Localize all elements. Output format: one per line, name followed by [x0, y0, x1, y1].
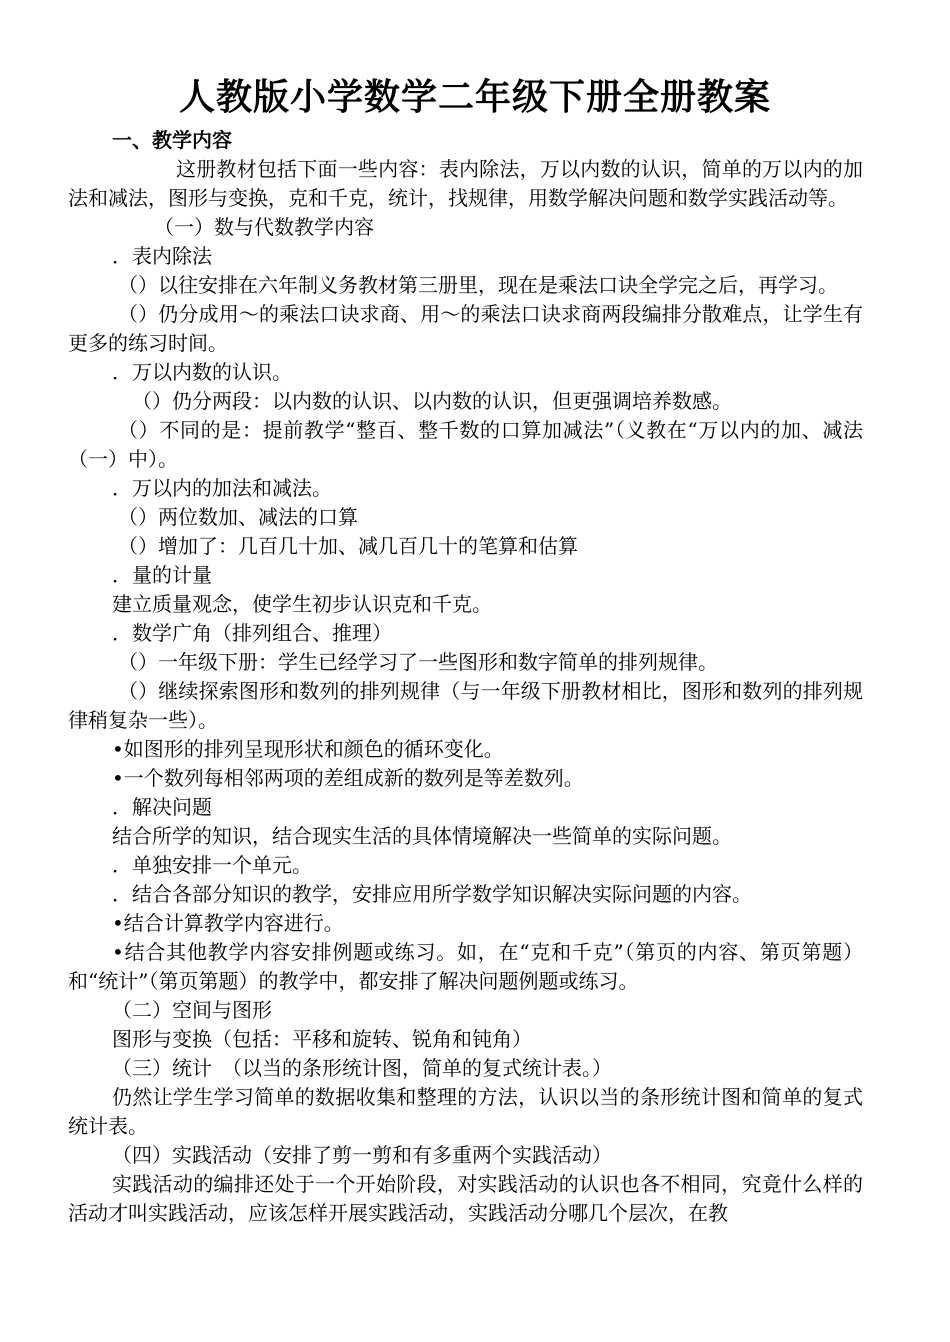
paragraph: ．单独安排一个单元。	[112, 853, 312, 877]
paragraph: （三）统计 （以当的条形统计图，简单的复式统计表。）	[112, 1056, 612, 1080]
paragraph: （）不同的是：提前教学“整百、整千数的口算加减法”（义教在“万以内的加、减法（一）中）。	[68, 418, 863, 471]
paragraph: （四）实践活动（安排了剪一剪和有多重两个实践活动）	[112, 1143, 612, 1167]
paragraph: （）以往安排在六年制义务教材第三册里，现在是乘法口诀全学完之后，再学习。	[118, 273, 838, 297]
paragraph: ．万以内数的认识。	[112, 360, 292, 384]
paragraph: 这册教材包括下面一些内容：表内除法，万以内数的认识，简单的万以内的加法和减法，图形与变换，克和千克，统计，找规律，用数学解决问题和数学实践活动等。	[68, 157, 863, 210]
paragraph: （）两位数加、减法的口算	[118, 505, 358, 529]
paragraph: 建立质量观念，使学生初步认识克和千克。	[112, 592, 492, 616]
paragraph: ．解决问题	[112, 795, 212, 819]
paragraph: （）仍分成用～的乘法口诀求商、用～的乘法口诀求商两段编排分散难点，让学生有更多的练习时间。	[68, 302, 863, 355]
paragraph: （）继续探索图形和数列的排列规律（与一年级下册教材相比，图形和数列的排列规律稍复杂一些）。	[68, 679, 863, 732]
paragraph: 图形与变换（包括：平移和旋转、锐角和钝角）	[112, 1027, 532, 1051]
document-title: 人教版小学数学二年级下册全册教案	[178, 77, 771, 118]
paragraph: （）增加了：几百几十加、减几百几十的笔算和估算	[118, 534, 578, 558]
paragraph: （一）数与代数教学内容	[154, 215, 374, 239]
paragraph: ．结合各部分知识的教学，安排应用所学数学知识解决实际问题的内容。	[112, 882, 752, 906]
bullet-item: •一个数列每相邻两项的差组成新的数列是等差数列。	[112, 766, 584, 790]
paragraph: ．量的计量	[112, 563, 212, 587]
bullet-item: •结合计算教学内容进行。	[112, 911, 344, 935]
paragraph: 仍然让学生学习简单的数据收集和整理的方法，认识以当的条形统计图和简单的复式统计表。	[68, 1085, 863, 1138]
paragraph: （）一年级下册：学生已经学习了一些图形和数字简单的排列规律。	[118, 650, 718, 674]
section-heading: 一、教学内容	[112, 128, 232, 152]
paragraph: 实践活动的编排还处于一个开始阶段，对实践活动的认识也各不相同，究竟什么样的活动才叫实践活动，应该怎样开展实践活动，实践活动分哪几个层次，在教	[68, 1172, 863, 1225]
bullet-item: •结合其他教学内容安排例题或练习。如，在“克和千克”（第页的内容、第页第题）和“统计”（第页第题）的教学中，都安排了解决问题例题或练习。	[68, 940, 863, 993]
paragraph: ．数学广角（排列组合、推理）	[112, 621, 392, 645]
bullet-item: •如图形的排列呈现形状和颜色的循环变化。	[112, 737, 504, 761]
document-body	[68, 126, 863, 1228]
paragraph: 结合所学的知识，结合现实生活的具体情境解决一些简单的实际问题。	[112, 824, 732, 848]
paragraph: ．万以内的加法和减法。	[112, 476, 332, 500]
paragraph: （）仍分两段：以内数的认识、以内数的认识，但更强调培养数感。	[132, 389, 732, 413]
paragraph: ．表内除法	[112, 244, 212, 268]
paragraph: （二）空间与图形	[112, 998, 272, 1022]
